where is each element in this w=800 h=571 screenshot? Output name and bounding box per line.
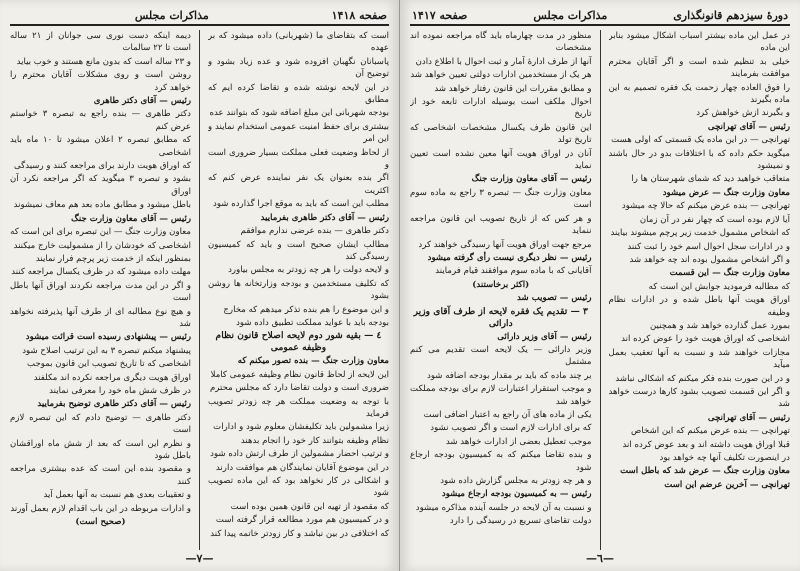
left-page-left-column — [10, 30, 191, 550]
speaker-line: رئیس — آقای معاون وزارت جنگ — [71, 213, 191, 224]
section-heading: ٣ — تقدیم یک فقره لایحه از طرف آقای وزیر دارائی — [413, 305, 588, 329]
text-line: و ادارات مربوطه در این باب اقدام لازم بعمل آورند — [10, 503, 191, 514]
text-line: و ترتیب احضار مشمولین از طرف ارتش داده شود — [210, 449, 389, 460]
text-line: تهرانچی — بنده عرض میکنم که این اشخاص — [631, 426, 790, 437]
text-line: بیشتری برای حفظ امنیت عمومی استخدام نمایند و این امر — [208, 121, 389, 145]
text-line: و مطابق مقررات این قانون رفتار خواهد شد — [434, 83, 592, 94]
text-line: و هر چه زودتر به مجلس گزارش داده شود — [440, 476, 592, 486]
text-line: اوراق هویت آنها باطل شده و در ادارات نظام وظیفه — [608, 295, 790, 318]
text-line: اوراق هویت دیگری مراجعه نکرده اند مکلفند — [33, 372, 191, 383]
text-line: معاون وزارت جنگ — تبصره ۳ راجع به ماده سوم است — [410, 187, 592, 211]
text-line: ضروری است و دولت تقاضا دارد که مجلس محترم — [209, 383, 389, 394]
text-line: یکی از ماده های آن راجع به اعتبار اضافی است — [423, 409, 592, 420]
right-page-session: دورهٔ سیزدهم قانونگذاری — [673, 9, 788, 22]
text-line: و هر کس که از تاریخ تصویب این قانون مراجعه ننماید — [410, 213, 592, 237]
left-page-columns — [10, 30, 389, 550]
text-line: این قانون ظرف یکسال مشخصات اشخاصی که تاریخ تولد — [410, 122, 592, 146]
text-line: منظور در مدت چهارماه باید گاه مراجعه نموده اند مشخصات — [410, 31, 592, 54]
speaker-line: معاون وزارت جنگ — بنده تصور میکنم که — [237, 356, 389, 367]
speaker-line: تهرانچی — آخرین عرضم این است — [664, 479, 790, 490]
text-line: و لایحه دولت را هر چه زودتر به مجلس بیاورد — [228, 265, 389, 276]
text-line: مهلت داده میشود که در ظرف یکسال مراجعه کنند — [11, 267, 191, 278]
text-line: و در کمیسیون هم مورد مطالعه قرار گرفته است — [215, 515, 389, 526]
text-line: اگر بنده بعنوان یک نفر نماینده عرض کنم که اکثریت — [208, 173, 389, 196]
text-line: و نظرم این است که بعد از شش ماه اوراقشان باطل شود — [10, 438, 191, 461]
speaker-line: رئیس — آقای دکتر طاهری بفرمایید — [260, 212, 389, 223]
text-line: هر یک از مستخدمین ادارات دولتی تعیین خواهد شد — [410, 70, 592, 81]
text-line: که اختلافی در بین نباشد و کار زودتر خاتمه پیدا کند — [210, 528, 389, 539]
text-line: اشخاصی که خودشان را از مشمولیت خارج میکنند — [13, 240, 191, 251]
speaker-line: رئیس — پیشنهادی رسیده است قرائت میشود — [25, 332, 191, 343]
text-line: و در ادارات سجل احوال اسم خود را ثبت کنند — [627, 241, 790, 252]
text-line: و بنده تقاضا میکنم که به کمیسیون بودجه ارجاع شود — [410, 450, 592, 473]
text-line: این لایحه از لحاظ قانون نظام وظیفه عمومی کاملا — [210, 369, 389, 380]
text-line: مجازات خواهند شد و نسبت به آنها تعقیب بعمل میآید — [608, 347, 790, 371]
text-line: که اوراق هویت دارند برای مراجعه کنند و رسیدگی — [13, 161, 191, 172]
right-page-right-column — [609, 30, 791, 550]
text-line: در اینصورت تکلیف آنها چه خواهد بود — [659, 453, 790, 463]
right-page-left-column — [410, 30, 592, 550]
text-line: قبلا اوراق هویت داشته اند و بعد عوض کرده اند — [622, 439, 790, 450]
text-line: از لحاظ وضعیت فعلی مملکت بسیار ضروری است و — [208, 147, 389, 171]
text-line: آنها از طرف ادارهٔ آمار و ثبت احوال با اطلاع دادن — [415, 56, 592, 67]
text-line: بودجه شهربانی این مبلغ اضافه شود که بتوانند عده — [209, 108, 389, 119]
text-line: بودجه باید با عواید مملکت تطبیق داده شود — [236, 317, 389, 328]
text-line: تهرانچی — بنده عرض میکنم که حالا چه میشود — [621, 201, 790, 212]
right-page-number: صفحه ۱۴۱۷ — [412, 9, 468, 22]
text-line: که مقصود از تهیه این قانون همین بوده است — [230, 501, 389, 512]
text-line: در این لایحه نوشته شده و تقاضا کرده ایم که مطابق — [208, 82, 389, 106]
left-page-title: مذاکرات مجلس — [134, 9, 209, 22]
text-line: وزیر دارائی — یک لایحه است تقدیم می کنم مشتمل — [410, 344, 592, 368]
text-line: که برای ادارات لازم است و اگر تصویب نشود — [430, 423, 592, 434]
speaker-line: رئیس — آقای دکتر طاهری — [93, 96, 191, 107]
speaker-line: معاون وزارت جنگ — این قسمت — [669, 268, 790, 279]
text-line: بمنظور اینکه از خدمت زیر پرچم فرار نمایند — [35, 253, 191, 264]
text-line: مرجع جهت اوراق هویت آنها رسیدگی خواهند کرد — [418, 239, 592, 250]
text-line: آنان در اوراق هویت آنها معین نشده است تعیین نماید — [410, 148, 592, 172]
text-line: که مطالبه فرمودید جوابش این است که — [648, 281, 790, 292]
text-line: و هیچ نوع مطالبه ای از طرف آنها پذیرفته نخواهد شد — [10, 306, 191, 329]
speaker-line: رئیس — آقای تهرانچی — [707, 121, 790, 132]
speaker-line: رئیس — آقای وزیر دارائی — [497, 331, 592, 342]
column-rule — [199, 30, 200, 550]
text-line: معاون وزارت جنگ — این تبصره برای این است که — [10, 227, 191, 238]
right-page-header — [410, 8, 790, 26]
text-line: و اگر این قسمت تصویب بشود کارها درست خواهد شد — [608, 386, 790, 410]
text-line: دیمه اینکه دست نوری سی جوانان از ۲۱ ساله است تا ۲۲ سالمات — [10, 31, 191, 54]
right-page — [400, 0, 800, 571]
text-line: اشخاصی که اوراق هویت خود را عوض کرده اند — [621, 334, 790, 345]
text-line: بشود و تبصره ۳ میگوید که اگر مراجعه نکرد آن اوراق — [10, 174, 191, 197]
text-line: که تکلیف مستخدمین و بودجه وزارتخانه ها روشن بشود — [208, 278, 389, 302]
text-line: تهرانچی — در این ماده یک قسمتی که اولی هست — [611, 135, 790, 146]
left-page-number: صفحه ۱۴۱۸ — [331, 9, 387, 22]
text-line: در ظرف شش ماه خود را معرفی نمایند — [49, 385, 191, 396]
right-page-footer: —٦— — [586, 552, 614, 565]
text-line: و در این صورت بنده فکر میکنم که اشکالی نباشد — [615, 373, 790, 384]
speaker-line: رئیس — آقای تهرانچی — [707, 412, 790, 423]
text-line: و این موضوع را هم بنده تذکر میدهم که مخارج — [223, 304, 389, 315]
text-line: را فوق العاده چهار زحمت یک فقره تصمیم به این ماده بگیرند — [608, 82, 790, 106]
text-line: احوال ملکف است بوسیله ادارات تابعه خود از تاریخ — [410, 97, 592, 120]
text-line: مطلب این است که باید به موقع اجرا گذارده شود — [213, 199, 389, 210]
text-line: آیا لازم بوده است که چهار نفر در آن زمان — [639, 214, 790, 225]
text-line: دکتر طاهری — بنده عرضی ندارم موافقم — [240, 226, 389, 237]
text-line: و اشکالی در کار نخواهد بود که این ماده تصویب شود — [208, 476, 389, 499]
text-line: که اشخاص مشمول خدمت زیر پرچم میشوند بیایند — [610, 228, 790, 239]
text-line: اشخاصی که تا تاریخ تصویب این قانون بموجب — [27, 359, 191, 370]
speaker-line: رئیس — به کمیسیون بودجه ارجاع میشود — [441, 489, 592, 500]
section-heading: ٤ — بقیه شور دوم لایحه اصلاح قانون نظام وظیفه عمومی — [215, 330, 382, 354]
text-line: خیلی بد تنظیم شده است و اگر آقایان محترم موافقت بفرمایند — [608, 56, 790, 80]
text-line: پاسبانان نگهبان افزوده شود و عده زیاد بشود و توضیح آن — [208, 56, 389, 80]
text-line: و اگر اشخاص مشمول بوده اند چه خواهد شد — [629, 254, 790, 265]
text-line: دکتر طاهری — بنده راجع به تبصره ۳ خواستم عرض کنم — [10, 109, 191, 132]
text-line: و اگر در این مدت مراجعه نکردند اوراق آنها باطل است — [10, 280, 191, 304]
text-line: و نسبت به آن لایحه در جلسه آینده مذاکره میشود — [415, 502, 592, 513]
right-page-title: مذاکرات مجلس — [533, 9, 608, 22]
speaker-line: رئیس — تصویب شد — [517, 293, 592, 304]
text-line: دکتر طاهری — توضیح دادم که این تبصره لازم است — [10, 412, 191, 436]
text-line: و تعقیبات بعدی هم نسبت به آنها بعمل آید — [43, 490, 191, 501]
speaker-line: رئیس — آقای معاون وزارت جنگ — [471, 174, 592, 185]
text-line: و بگیرند ازش خواهش کرد — [696, 108, 790, 119]
speaker-line: رئیس — آقای دکتر طاهری توضیح بفرمایید — [37, 399, 191, 410]
text-line: بر چند ماده که باید بر مقدار بودجه اضافه شود — [427, 370, 592, 381]
text-line: میگوید حکم داده که با اختلافات بدو در حال باشند و نمیشود — [608, 148, 790, 172]
text-line: پیشنهاد میکنم تبصره ۳ به این ترتیب اصلاح شود — [22, 345, 191, 356]
speaker-line: معاون وزارت جنگ — عرض شد که باطل است — [620, 466, 790, 477]
text-line: در این موضوع آقایان نمایندگان هم موافقت دارند — [215, 462, 389, 473]
left-page-right-column — [208, 30, 389, 550]
text-line: و موجب استقرار اعتبارات لازم برای بودجه مملکت خواهد شد — [410, 384, 592, 407]
column-rule — [600, 30, 601, 550]
text-line: و مقصود بنده این است که عده بیشتری مراجعه کنند — [10, 464, 191, 487]
speaker-line: معاون وزارت جنگ — عرض میشود — [662, 187, 790, 198]
text-line: است که بتقاضای ما (شهربانی) داده میشود که بر عهده — [208, 31, 389, 54]
text-line: بمورد عمل گذارده خواهد شد و همچنین — [649, 320, 790, 331]
text-line: مطالب ایشان صحیح است و باید که کمیسیون رسیدگی کند — [208, 239, 389, 262]
text-line: دولت تقاضای تسریع در رسیدگی را دارد — [449, 516, 592, 527]
left-page-footer: —٧— — [185, 552, 214, 565]
text-line: متعاقب خواهید دید که شمای شهرستان ها را — [631, 174, 790, 185]
vote-note: (صحیح است) — [75, 517, 126, 528]
text-line: زیرا مشمولین باید تکلیفشان معلوم شود و ادارات — [213, 422, 389, 433]
text-line: نظام وظیفه بتوانند کار خود را انجام بدهند — [240, 435, 389, 446]
text-line: باطل میشود و مطابق ماده بعد هم معاف نمیشوند — [13, 200, 191, 211]
text-line: و ۲۳ ساله است که بدون مانع هستند و خوب بیاید — [16, 56, 191, 67]
left-page-header — [10, 8, 389, 26]
text-line: موجب تعطیل بعضی از ادارات خواهد شد — [445, 436, 592, 447]
speaker-line: رئیس — نظر دیگری نیست رأی گرفته میشود — [427, 252, 592, 263]
text-line: در عمل این ماده بیشتر اسباب اشکال میشود بنابر این ماده — [608, 31, 790, 54]
text-line: که مطابق تبصره ۲ اعلان میشود تا ۱۰ ماه باید اشخاصی — [10, 135, 191, 158]
text-line: روشن است و روی مشکلات آقایان محترم را خواهد کرد — [10, 70, 191, 93]
text-line: با توجه به وضعیت مملکت هر چه زودتر تصویب فرماید — [208, 396, 389, 419]
vote-note: (اکثر برخاستند) — [472, 279, 530, 290]
text-line: آقایانی که با ماده سوم موافقند قیام فرمایند — [435, 266, 592, 277]
right-page-columns — [410, 30, 790, 550]
